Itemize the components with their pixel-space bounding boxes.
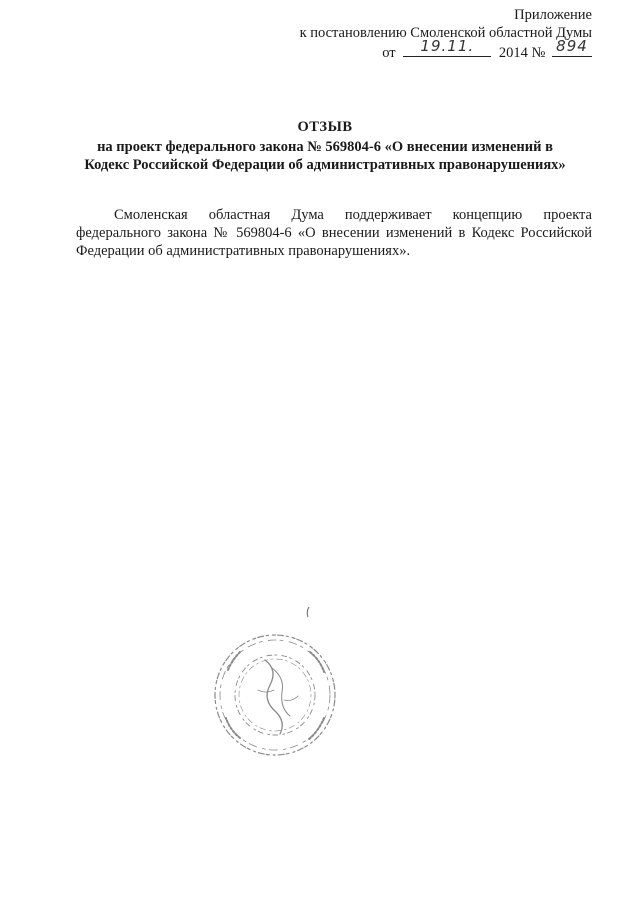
pen-mark [305, 606, 311, 618]
body-paragraph: Смоленская областная Дума поддерживает концепцию проекта федерального закона № 569804-6 «О внесении изменений в Кодекс Российской Федерации об административных правонарушениях». [76, 207, 592, 259]
decree-date-line [232, 37, 592, 62]
handwritten-date: 19.11. [420, 37, 475, 55]
official-seal-stamp [210, 630, 340, 760]
appendix-reference: к постановлению Смоленской областной Думы [299, 25, 592, 41]
document-title [60, 118, 590, 174]
date-prefix: от [382, 45, 396, 61]
appendix-header [232, 6, 592, 62]
appendix-label: Приложение [514, 7, 592, 23]
number-field [552, 37, 592, 57]
date-field [403, 37, 491, 57]
handwritten-number: 894 [556, 37, 588, 55]
title-line-2: Кодекс Российской Федерации об административных правонарушениях» [84, 157, 566, 173]
title-line-1: на проект федерального закона № 569804-6 «О внесении изменений в [97, 139, 553, 155]
title-heading: ОТЗЫВ [297, 119, 353, 135]
year-number-label: 2014 № [498, 45, 546, 61]
